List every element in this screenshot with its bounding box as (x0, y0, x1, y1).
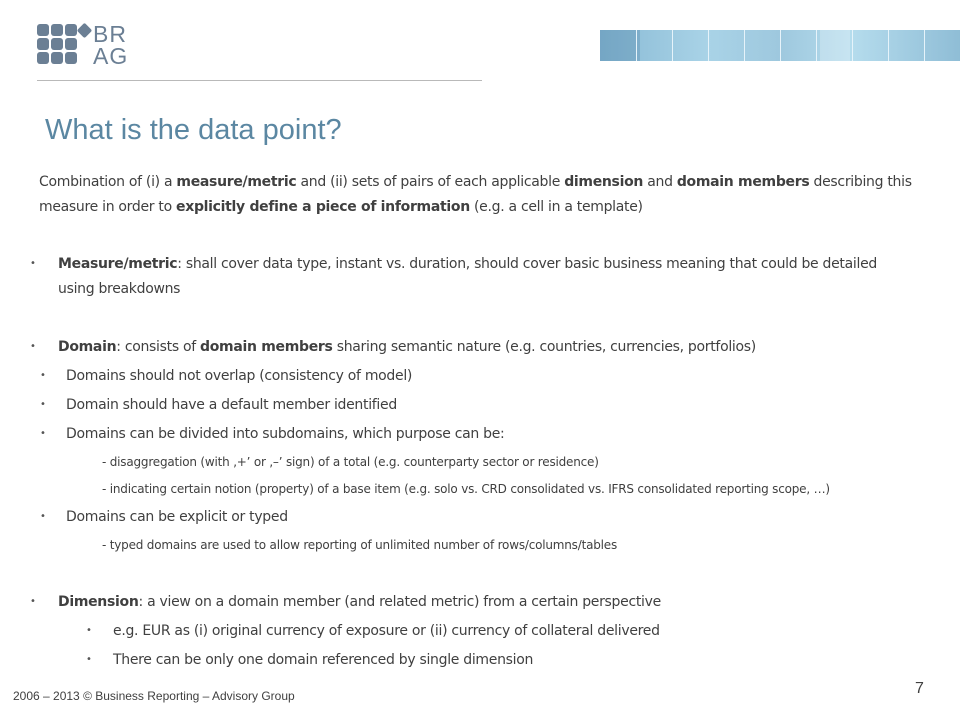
banner-divider (780, 30, 781, 61)
dimension-text: : a view on a domain member (and related metric) from a certain perspective (138, 594, 661, 610)
logo-square (65, 38, 77, 50)
measure-label: Measure/metric (58, 256, 178, 272)
intro-bold: explicitly define a piece of information (176, 199, 470, 215)
bullet-icon: • (30, 596, 36, 607)
domain-text: sharing semantic nature (e.g. countries, currencies, portfolios) (332, 339, 756, 355)
brag-logo (37, 21, 137, 74)
domain-subitem: - typed domains are used to allow reporting of unlimited number of rows/columns/tables (102, 538, 618, 552)
intro-paragraph (39, 170, 944, 220)
intro-text: (e.g. a cell in a template) (469, 199, 643, 215)
measure-continuation: using breakdowns (58, 281, 181, 297)
logo-square (51, 24, 63, 36)
logo-square (51, 52, 63, 64)
banner-shade (820, 30, 850, 61)
bullet-icon: • (40, 428, 46, 439)
domain-subitem: - indicating certain notion (property) of a base item (e.g. solo vs. CRD consolidated vs. IFRS consolidated reporting scope, …) (102, 482, 830, 496)
intro-text: describing this measure in order to (39, 174, 912, 215)
logo-diamond (77, 23, 93, 39)
banner-divider (816, 30, 817, 61)
dimension-label: Dimension (58, 594, 139, 610)
banner-divider (852, 30, 853, 61)
domain-item: Domain should have a default member identified (66, 397, 397, 413)
logo-square (37, 38, 49, 50)
header-divider (37, 80, 482, 81)
measure-bullet (58, 254, 877, 274)
dimension-bullet (58, 592, 661, 612)
domain-text: : consists of (116, 339, 201, 355)
banner-shade (600, 30, 640, 61)
measure-text: : shall cover data type, instant vs. duration, should cover basic business meaning that could be detailed (177, 256, 877, 272)
logo-square (65, 24, 77, 36)
banner-divider (888, 30, 889, 61)
page-title: What is the data point? (45, 114, 342, 146)
bullet-icon: • (86, 654, 92, 665)
logo-square (37, 52, 49, 64)
page-number: 7 (915, 680, 924, 697)
domain-item: Domains should not overlap (consistency of model) (66, 368, 413, 384)
intro-text: and (ii) sets of pairs of each applicable (296, 174, 565, 190)
intro-bold: dimension (564, 174, 644, 190)
header-banner (600, 30, 960, 61)
domain-bullet (58, 337, 756, 357)
domain-label: Domain (58, 339, 117, 355)
logo-text (93, 23, 128, 67)
bullet-icon: • (30, 258, 36, 269)
banner-divider (744, 30, 745, 61)
logo-square (51, 38, 63, 50)
bullet-icon: • (30, 341, 36, 352)
bullet-icon: • (86, 625, 92, 636)
bullet-icon: • (40, 511, 46, 522)
domain-item: Domains can be divided into subdomains, which purpose can be: (66, 426, 505, 442)
bullet-icon: • (40, 399, 46, 410)
banner-divider (636, 30, 637, 61)
dimension-item: e.g. EUR as (i) original currency of exposure or (ii) currency of collateral delivered (113, 623, 660, 639)
domain-bold: domain members (200, 339, 333, 355)
intro-text: Combination of (i) a (39, 174, 177, 190)
dimension-item: There can be only one domain referenced by single dimension (113, 652, 534, 668)
banner-divider (672, 30, 673, 61)
intro-text: and (643, 174, 677, 190)
bullet-icon: • (40, 370, 46, 381)
logo-square (37, 24, 49, 36)
banner-divider (708, 30, 709, 61)
logo-line-1: BR (93, 21, 127, 47)
domain-item: Domains can be explicit or typed (66, 509, 288, 525)
footer-copyright: 2006 – 2013 © Business Reporting – Advisory Group (13, 689, 295, 703)
banner-divider (924, 30, 925, 61)
logo-square (65, 52, 77, 64)
intro-bold: measure/metric (176, 174, 297, 190)
domain-subitem: - disaggregation (with ‚+’ or ‚–’ sign) of a total (e.g. counterparty sector or residence) (102, 455, 599, 469)
intro-bold: domain members (676, 174, 810, 190)
logo-line-2: AG (93, 43, 129, 69)
